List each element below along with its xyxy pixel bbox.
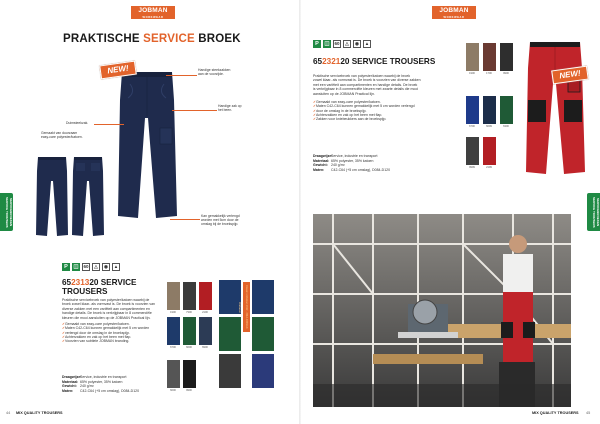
color-swatch-2100 bbox=[199, 282, 212, 310]
desc-line: is verkrijgbaar in 8 commerciële kleuren met zwarte details die mooi bbox=[313, 87, 419, 92]
trouser-pair-image bbox=[36, 155, 106, 237]
spec-key: Maten: bbox=[313, 167, 325, 172]
callout-line bbox=[94, 124, 124, 125]
feature-item: ✓ door de omslag in de broekspijp. bbox=[313, 109, 453, 113]
no-bleach-icon: △ bbox=[343, 40, 351, 48]
no-bleach-icon: △ bbox=[92, 263, 100, 271]
spec-value: C42-C64 (+5 cm omslag), D084-D120 bbox=[331, 167, 391, 172]
spec-table-right bbox=[313, 154, 390, 172]
feature-list-right bbox=[313, 100, 453, 121]
swatch-label: 6600 bbox=[170, 389, 176, 392]
swatch-label: 6300 bbox=[503, 125, 509, 128]
knee-icon: ◫ bbox=[324, 41, 330, 47]
callout-text: worden met 5cm door de bbox=[201, 218, 239, 223]
desc-line: kleuren die mooi aansluiten op de JOBMAN Practical lijn. bbox=[62, 315, 151, 320]
callout-front-pockets bbox=[198, 68, 258, 76]
trouser-back-blue-image bbox=[252, 280, 274, 314]
wash-60-icon: 60 bbox=[83, 264, 89, 269]
callout-line bbox=[170, 219, 200, 220]
color-swatch-1900 bbox=[167, 282, 180, 310]
feature-item: ✓ verlengd door de omslag in de broekspijp. bbox=[62, 331, 162, 335]
workshop-photo bbox=[313, 214, 571, 407]
spec-key: Gewicht: bbox=[313, 163, 328, 167]
spec-key: Materiaal: bbox=[313, 158, 330, 163]
callout-extend bbox=[201, 214, 271, 226]
care-icons-right bbox=[313, 40, 371, 48]
footer-text: MIX QUALITY TROUSERS bbox=[532, 411, 579, 415]
spec-key: Maten: bbox=[62, 388, 74, 393]
desc-line: zowel klaar- als vormvast is. De broek is voorzien van diverse zakken bbox=[313, 78, 421, 83]
swatch-label: 2199 bbox=[486, 166, 492, 169]
color-swatch-1700 bbox=[483, 43, 496, 71]
spec-value: 65% polyester, 35% katoen bbox=[80, 379, 123, 384]
logo-subtext: WORKWEAR bbox=[443, 16, 465, 19]
wash-60-icon: 60 bbox=[334, 41, 340, 46]
code-suffix: 20 bbox=[89, 278, 99, 287]
swatch-label: 1900 bbox=[469, 72, 475, 75]
callout-text: Gemaakt van duurzaam bbox=[41, 131, 78, 135]
product-description-left bbox=[62, 298, 162, 320]
color-swatch-9900 bbox=[500, 43, 513, 71]
color-swatch-6700 bbox=[167, 317, 180, 345]
spec-value: C42-C64 (+5 cm omslag), D084-D120 bbox=[80, 388, 140, 393]
swatch-label: 9999 bbox=[469, 166, 475, 169]
color-swatch-9999 bbox=[466, 137, 479, 165]
spec-key: Draagwijze: bbox=[313, 154, 333, 158]
title-suffix: BROEK bbox=[194, 33, 241, 45]
spec-value: 240 g/m² bbox=[331, 163, 345, 167]
trouser-red-image bbox=[524, 40, 586, 176]
title-prefix: PRAKTISCHE bbox=[63, 33, 144, 45]
logo-text: JOBMAN bbox=[138, 7, 168, 14]
feature-item: ✓ Voorzien van subtiele JOBMAN branding. bbox=[62, 339, 162, 343]
jobman-logo bbox=[131, 6, 175, 19]
color-swatch-6300 bbox=[500, 96, 513, 124]
callout-line bbox=[172, 110, 217, 111]
iron-icon: ▲ bbox=[113, 264, 119, 269]
product-name-line1: SERVICE bbox=[98, 278, 137, 287]
spec-key: Draagwijze: bbox=[62, 375, 82, 379]
feature-item: ✓ Maten C42-C64 kunnen gemakkelijk met 5 cm worden verlengd bbox=[313, 104, 453, 108]
swatch-label: 6700 bbox=[469, 125, 475, 128]
product-title-right bbox=[313, 57, 435, 66]
pocket-icon: P bbox=[313, 40, 321, 48]
trouser-back-green-image bbox=[219, 317, 241, 351]
jobman-logo bbox=[432, 6, 476, 19]
color-swatch-1900 bbox=[466, 43, 479, 71]
feature-item: ✓ Maten C42-C64 kunnen gemakkelijk met 5 cm worden bbox=[62, 326, 162, 330]
product-name: SERVICE TROUSERS bbox=[349, 57, 436, 66]
product-description-right bbox=[313, 74, 453, 96]
code-suffix: 20 bbox=[340, 57, 350, 66]
code-prefix: 65 bbox=[62, 278, 72, 287]
footer-label-left bbox=[16, 411, 63, 415]
desc-line: Praktische servicebroek van polyester/katoen waarbij de broek bbox=[313, 74, 411, 78]
callout-line bbox=[166, 75, 197, 76]
swatch-label: 6900 bbox=[202, 346, 208, 349]
logo-text: JOBMAN bbox=[439, 7, 469, 14]
page-title bbox=[63, 33, 241, 45]
knee-icon: ◫ bbox=[73, 264, 79, 270]
workshop-photo-drawing bbox=[313, 214, 571, 407]
feature-item: ✓ Achterzakken en zak op het been met flap. bbox=[62, 335, 162, 339]
code-mid: 2313 bbox=[71, 278, 90, 287]
new-badge: NEW! bbox=[99, 61, 137, 80]
product-name-line2: TROUSERS bbox=[62, 287, 108, 296]
desc-line: Praktische servicebroek van polyester/katoen waarbij de bbox=[62, 298, 150, 302]
feature-list-left bbox=[62, 322, 162, 343]
feature-item: ✓ Gemaakt van easy-care polyester/katoen. bbox=[62, 322, 162, 326]
swatch-label: 6600 bbox=[186, 346, 192, 349]
section-tab-left bbox=[0, 193, 13, 231]
callout-fabric bbox=[41, 131, 101, 139]
section-tab-text-1: SERVICEBROEKEN bbox=[9, 197, 13, 227]
callout-thigh-pocket bbox=[218, 104, 268, 112]
swatch-label: 6699 bbox=[486, 125, 492, 128]
color-swatch-6600 bbox=[183, 317, 196, 345]
trouser-back-green-image bbox=[252, 317, 274, 351]
product-title-left bbox=[62, 278, 137, 296]
section-tab-text-2: SERVICE TROUSERS bbox=[5, 196, 9, 228]
spec-value: 65% polyester, 35% katoen bbox=[331, 158, 374, 163]
title-accent: SERVICE bbox=[143, 33, 195, 45]
tumble-dry-icon: ◉ bbox=[353, 40, 361, 48]
trouser-front-image bbox=[116, 70, 178, 220]
callout-text: Kan gemakkelijk verlengd bbox=[201, 214, 240, 218]
section-tab-right bbox=[587, 193, 600, 231]
swatch-label: 9900 bbox=[503, 72, 509, 75]
swatch-label: 1900 bbox=[170, 311, 176, 314]
callout-text: easy-care polyester/katoen. bbox=[41, 135, 83, 140]
pocket-icon: P bbox=[62, 263, 70, 271]
callout-text: het been. bbox=[218, 108, 233, 113]
callout-text: aan de voorzijde. bbox=[198, 72, 224, 77]
swatch-label: 6700 bbox=[170, 346, 176, 349]
new-badge: NEW! bbox=[551, 66, 589, 85]
feature-item: ✓ Zakken voor kniebeukkers aan de broekspijp. bbox=[313, 117, 453, 121]
color-swatch-6699 bbox=[483, 96, 496, 124]
tumble-dry-icon: ◉ bbox=[102, 263, 110, 271]
trouser-back-navy-image bbox=[252, 354, 274, 388]
spec-value: Service, industrie en transport bbox=[331, 154, 378, 158]
spec-key: Materiaal: bbox=[62, 379, 79, 384]
color-swatch-2199 bbox=[483, 137, 496, 165]
color-swatch-7300 bbox=[183, 282, 196, 310]
desc-line: handige details. De broek is verkrijgbaar in 8 commerciële bbox=[62, 311, 152, 316]
desc-line: diverse zakken met een variëteit aan compartimenten en bbox=[62, 306, 150, 311]
code-mid: 2321 bbox=[322, 57, 341, 66]
desc-line: broek zowel klaar- als vormvast is. De broek is voorzien van bbox=[62, 302, 155, 307]
section-tab-text-1: SERVICEBROEKEN bbox=[596, 197, 600, 227]
page-number-right: 45 bbox=[586, 411, 591, 415]
care-icons-left bbox=[62, 263, 120, 271]
logo-subtext: WORKWEAR bbox=[142, 16, 164, 19]
feature-item: ✓ Achterzakken en zak op het been met flap. bbox=[313, 113, 453, 117]
spec-key: Gewicht: bbox=[62, 384, 77, 388]
swatch-label: 9900 bbox=[186, 389, 192, 392]
spec-value: 240 g/m² bbox=[80, 384, 94, 388]
iron-icon: ▲ bbox=[364, 41, 370, 46]
color-swatch-6700 bbox=[466, 96, 479, 124]
desc-line: aansluiten op de JOBMAN Practical lijn. bbox=[313, 91, 375, 96]
spec-row bbox=[62, 389, 139, 394]
callout-text: Duimsteekzak. bbox=[66, 121, 89, 125]
callout-text: Handige zak op bbox=[218, 104, 242, 108]
trouser-back-black-image bbox=[219, 354, 241, 388]
desc-line: met een variëteit aan compartimenten en handige details. De broek bbox=[313, 82, 418, 87]
spec-row bbox=[313, 168, 390, 173]
feature-item: ✓ Gemaakt van easy-care polyester/katoen. bbox=[313, 100, 453, 104]
swatch-label: 1700 bbox=[486, 72, 492, 75]
swatch-label: 7300 bbox=[186, 311, 192, 314]
color-swatch-9900 bbox=[183, 360, 196, 388]
footer-label-right bbox=[532, 411, 579, 415]
footer-text: MIX QUALITY TROUSERS bbox=[16, 411, 63, 415]
code-prefix: 65 bbox=[313, 57, 323, 66]
section-tab-text-2: SERVICE TROUSERS bbox=[592, 196, 596, 228]
color-swatch-grey bbox=[167, 360, 180, 388]
spec-table-left bbox=[62, 375, 139, 393]
callout-text: Handige steekzakken bbox=[198, 68, 231, 72]
swatch-label: 2100 bbox=[202, 311, 208, 314]
color-swatch-6900 bbox=[199, 317, 212, 345]
brand-strip: Classic Uniformen 2012 · 2013 JOBMAN Workwear bbox=[243, 282, 250, 332]
spec-value: Service, industrie en transport bbox=[80, 375, 127, 379]
callout-text: omslag bij de broekspijp. bbox=[201, 222, 239, 227]
page-number-left: 44 bbox=[6, 411, 11, 415]
